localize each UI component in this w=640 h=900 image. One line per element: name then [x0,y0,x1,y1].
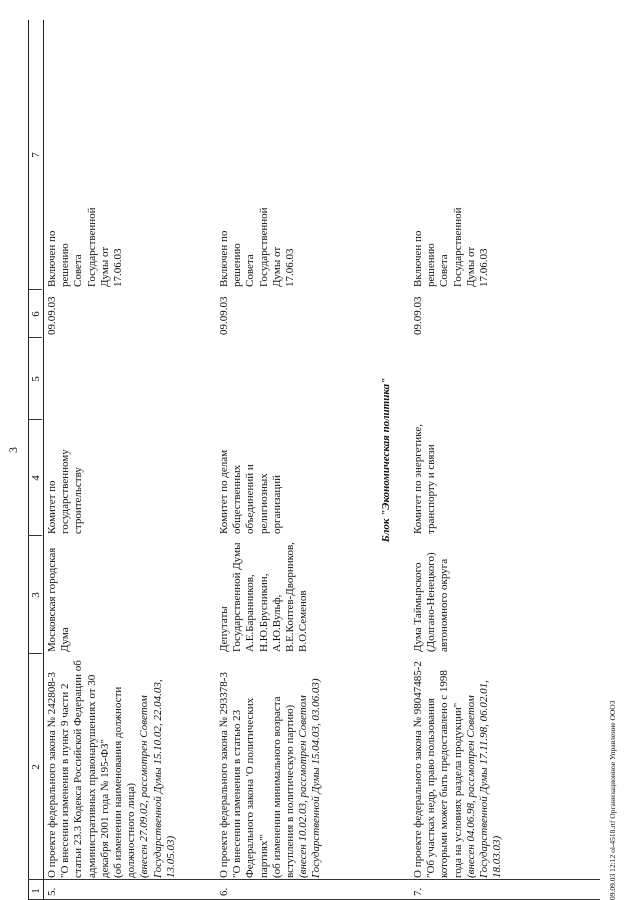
bill-title: О проекте федерального закона № 98047485-2 [412,661,424,878]
bill-description [218,655,324,878]
bill-committee: Комитет по государственному строительству [46,449,85,534]
col-divider [28,337,42,338]
bill-description [412,655,504,878]
col-divider [28,653,42,654]
bill-decision: Включен по решению Совета Государственной Думы от 17.06.03 [46,207,125,287]
bill-description [46,655,178,878]
header-col-2: 2 [30,764,42,770]
agenda-table [28,20,600,900]
row-number: 7. [412,887,424,896]
bill-title: О проекте федерального закона № 242808-3 [46,672,58,878]
header-col-1: 1 [30,888,42,894]
header-col-5: 5 [30,376,42,382]
bill-committee: Комитет по делам общественных объединений и религиозных организаций [218,449,283,534]
row-number: 6. [218,887,230,896]
col-divider [28,289,42,290]
header-col-3: 3 [30,592,42,598]
bill-title: О проекте федерального закона № 293378-3 [218,672,230,878]
bill-note: (об изменении наименования должности должностного лица) [112,686,138,878]
bill-author: Московская городская Дума [46,547,72,652]
block-title: Блок "Экономическая политика" [380,377,392,543]
header-col-6: 6 [30,311,42,317]
bill-text: "Об участках недр, право пользования которыми может быть предоставлено с 1998 года на условиях раздела продукции" [425,670,464,878]
bill-author: Дума Таймырского (Долгано-Ненецкого) автономного округа [412,552,451,652]
page-number: 3 [6,447,20,453]
bill-text: "О внесении изменения в пункт 9 части 2 статьи 23.3 Кодекса Российской Федерации об административных правонарушениях от 30 декабря 2001 года № 195-ФЗ" [59,660,111,878]
bill-status: (внесен 27.09.02, рассмотрен Советом Государственной Думы 15.10.02, 22.04.03, 13.05.03) [138,679,177,878]
header-col-4: 4 [30,475,42,481]
bill-decision: Включен по решению Совета Государственной Думы от 17.06.03 [412,207,491,287]
bill-date: 09.09.03 [412,296,424,335]
bill-date: 09.09.03 [46,296,58,335]
bill-author: Депутаты Государственной Думы А.Е.Баранников, Н.Ю.Брусникин, А.Ю.Вульф, В.Е.Коптев-Дворников, В.О.Семенов [218,542,310,652]
bill-committee: Комитет по энергетике, транспорту и связи [412,424,438,534]
col-divider [28,419,42,420]
col-divider [28,535,42,536]
bill-note: (об изменении минимального возраста вступления в политическую партию) [270,696,297,878]
header-col-7: 7 [30,152,42,158]
row-number: 5. [46,887,58,896]
bill-text: "О внесении изменения в статью 23 Федерального закона 'О политических партиях'" [231,697,270,878]
footer-info: 09.09.03 12:12 ol-4518.rtf Организационное Управление ООО3 [608,700,617,900]
table-header [28,20,44,900]
bill-decision: Включен по решению Совета Государственной Думы от 17.06.03 [218,207,297,287]
bill-status: (внесен 04.06.98, рассмотрен Советом Государственной Думы 17.11.98, 06.02.01, 18.03.03) [464,680,504,878]
col-divider [28,879,600,880]
bill-date: 09.09.03 [218,296,230,335]
bill-status: (внесен 10.02.03, рассмотрен Советом Государственной Думы 15.04.03, 03.06.03) [297,678,323,878]
